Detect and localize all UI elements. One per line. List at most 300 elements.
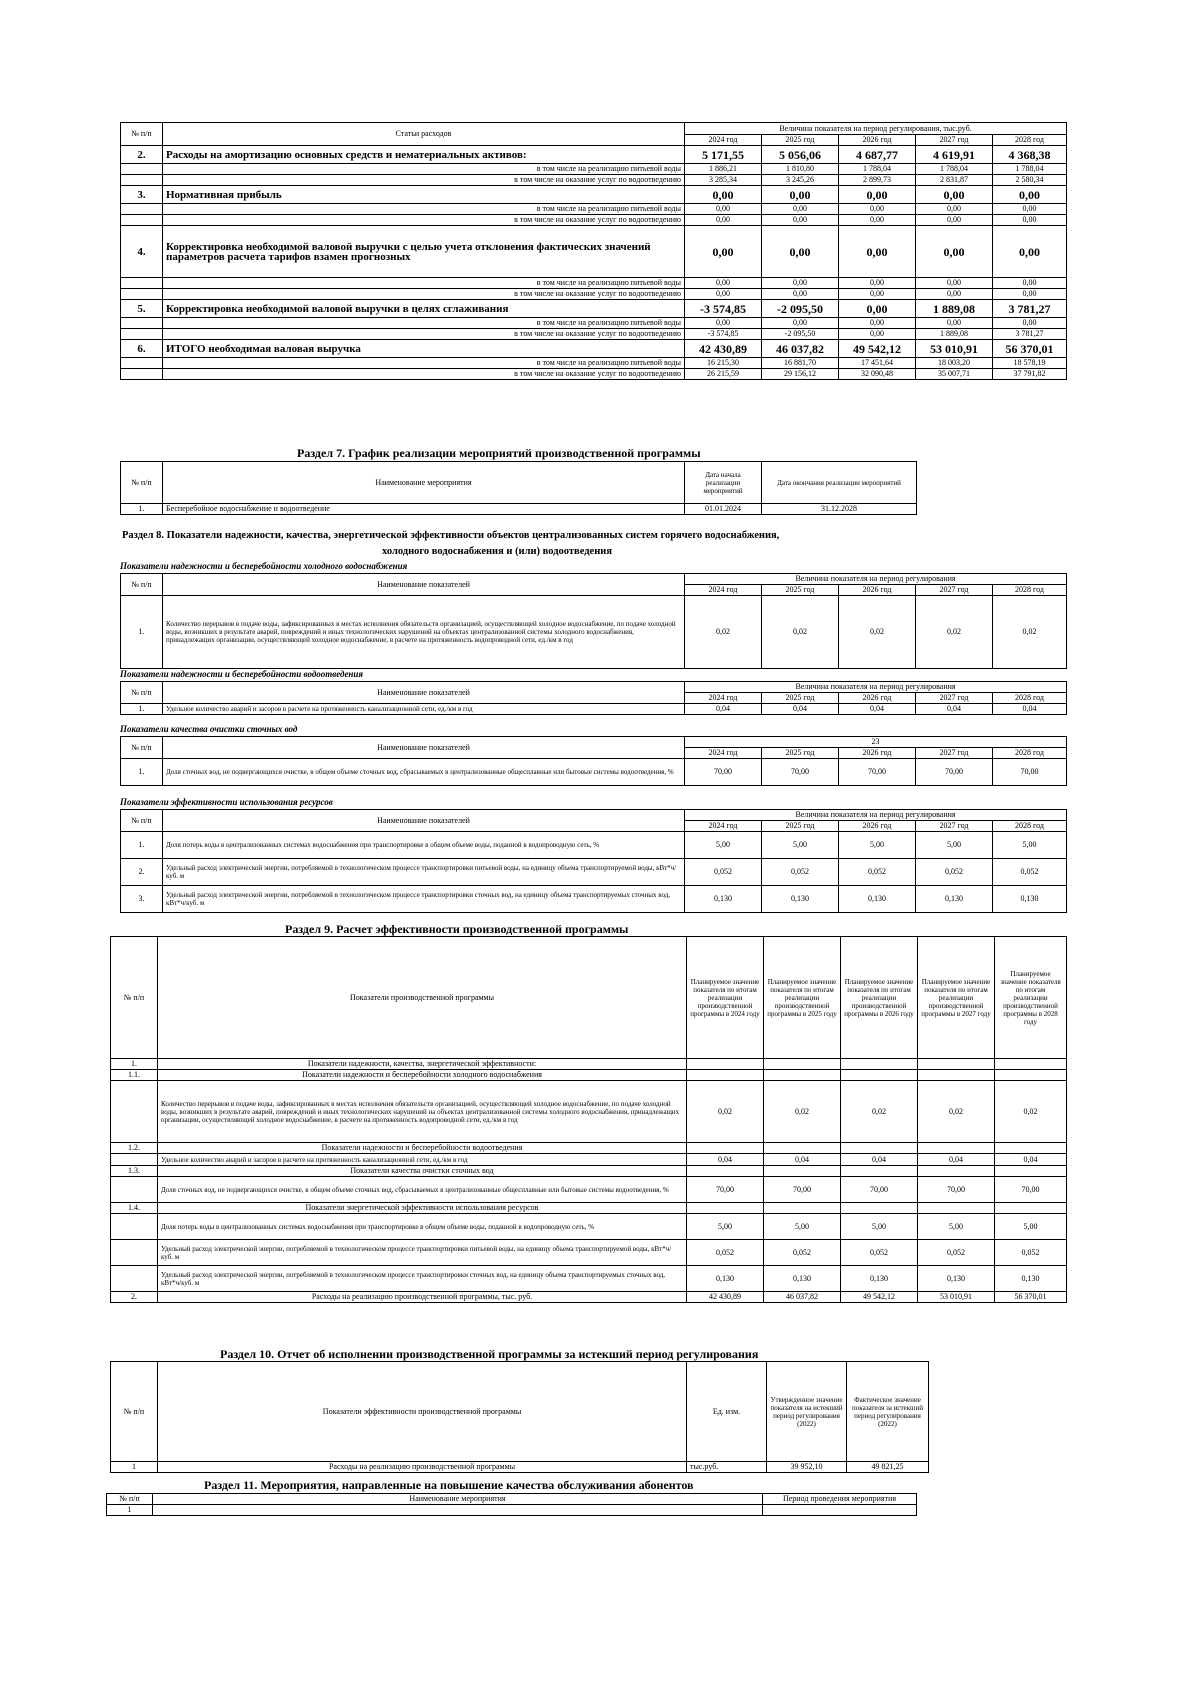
year-header: 2028 год (993, 821, 1067, 832)
expense-value: 29 156,12 (762, 369, 839, 380)
indicator-value (687, 1059, 764, 1070)
expense-value: 1 810,80 (762, 164, 839, 175)
expense-value: 0,00 (839, 300, 916, 318)
year-header: 2024 год (685, 693, 762, 704)
expense-value: 0,00 (916, 226, 993, 278)
subsection-title: Показатели надежности и бесперебойности холодного водоснабжения (120, 561, 408, 571)
expense-value: 0,00 (762, 278, 839, 289)
expense-subrow (121, 289, 1067, 300)
indicator-value: 0,02 (916, 596, 993, 669)
header-no: № п/п (121, 810, 163, 832)
expense-value: 0,00 (993, 215, 1067, 226)
expense-value: 37 791,82 (993, 369, 1067, 380)
header-name: Наименование показателей (163, 682, 685, 704)
indicator-value (841, 1143, 918, 1154)
indicator-value: 0,02 (918, 1081, 995, 1143)
expense-subrow (121, 278, 1067, 289)
expense-value: 0,00 (762, 226, 839, 278)
row-no (121, 204, 163, 215)
header-value: Величина показателя на период регулирования (685, 682, 1067, 693)
indicator-value: 0,130 (762, 886, 839, 913)
expense-label: в том числе на оказание услуг по водоотведению (163, 329, 685, 340)
year-header: 2025 год (762, 135, 839, 146)
indicator-value: 5,00 (762, 832, 839, 859)
expense-value: 0,00 (762, 318, 839, 329)
expense-value: 0,00 (839, 215, 916, 226)
expense-value: 3 245,26 (762, 175, 839, 186)
indicator-value: 0,04 (839, 704, 916, 715)
resource-efficiency-table (120, 809, 1067, 913)
expense-value: 1 886,21 (685, 164, 762, 175)
indicator-value: 5,00 (916, 832, 993, 859)
indicator-value (841, 1203, 918, 1214)
row-no (111, 1214, 158, 1240)
efficiency-row (111, 1292, 1067, 1303)
header-name: Наименование мероприятия (163, 462, 685, 504)
expense-subrow (121, 318, 1067, 329)
expense-value: 0,00 (916, 289, 993, 300)
indicator-value (918, 1070, 995, 1081)
section10-title: Раздел 10. Отчет об исполнении производственной программы за истекший период регулирования (220, 1347, 759, 1361)
header-no: № п/п (107, 1494, 153, 1505)
header-plan: Планируемое значение показателя по итогам реализации производственной программы в 2025 году (764, 937, 841, 1059)
expense-value: 0,00 (916, 278, 993, 289)
indicator-value: 0,052 (995, 1240, 1067, 1266)
indicator-value: 0,02 (995, 1081, 1067, 1143)
row-no (121, 289, 163, 300)
row-no: 1. (111, 1059, 158, 1070)
year-header: 2028 год (993, 748, 1067, 759)
expense-value: 0,00 (685, 226, 762, 278)
efficiency-row (111, 1081, 1067, 1143)
indicator-value (841, 1166, 918, 1177)
indicator-value (764, 1166, 841, 1177)
header-name: Наименование показателей (163, 737, 685, 759)
indicator-value: 5,00 (764, 1214, 841, 1240)
year-header: 2025 год (762, 748, 839, 759)
indicator-value: 5,00 (841, 1214, 918, 1240)
year-header: 2026 год (839, 135, 916, 146)
indicator-value: 70,00 (685, 759, 762, 786)
efficiency-row (111, 1266, 1067, 1292)
row-no (121, 369, 163, 380)
year-header: 2027 год (916, 821, 993, 832)
indicator-text: Показатели надежности, качества, энергетической эффективности: (158, 1059, 687, 1070)
row-no: 3. (121, 886, 163, 913)
expense-label: в том числе на оказание услуг по водоотведению (163, 289, 685, 300)
year-header: 2027 год (916, 748, 993, 759)
indicator-value: 49 542,12 (841, 1292, 918, 1303)
expense-value: 0,00 (839, 318, 916, 329)
expense-row (121, 186, 1067, 204)
year-header: 2027 год (916, 693, 993, 704)
expense-value: 4 619,91 (916, 146, 993, 164)
measure-name: Бесперебойное водоснабжение и водоотведение (163, 504, 685, 515)
indicator-text: Показатели энергетической эффективности использования ресурсов (158, 1203, 687, 1214)
indicator-value: 70,00 (762, 759, 839, 786)
row-no: 4. (121, 226, 163, 278)
efficiency-group-row (111, 1166, 1067, 1177)
indicator-value: 0,052 (764, 1240, 841, 1266)
indicator-value: 0,04 (916, 704, 993, 715)
indicator-value: 70,00 (995, 1177, 1067, 1203)
expense-value: 0,00 (685, 186, 762, 204)
indicator-value: 0,130 (995, 1266, 1067, 1292)
expense-subrow (121, 175, 1067, 186)
row-no (111, 1154, 158, 1166)
expense-row (121, 226, 1067, 278)
row-no: 5. (121, 300, 163, 318)
expense-value: 0,00 (916, 318, 993, 329)
indicator-value (918, 1143, 995, 1154)
indicator-value: 0,130 (841, 1266, 918, 1292)
indicator-value (687, 1143, 764, 1154)
indicator-value: 70,00 (764, 1177, 841, 1203)
expense-value: 1 788,04 (916, 164, 993, 175)
header-name: Показатели производственной программы (158, 937, 687, 1059)
year-header: 2028 год (993, 693, 1067, 704)
indicator-value: 0,04 (762, 704, 839, 715)
row-no (111, 1177, 158, 1203)
efficiency-group-row (111, 1070, 1067, 1081)
indicator-text: Доля потерь воды в централизованных системах водоснабжения при транспортировке в общем объеме воды, поданной в водопроводную сеть, % (158, 1214, 687, 1240)
year-header: 2026 год (839, 585, 916, 596)
expense-value: 0,00 (993, 226, 1067, 278)
header-no: № п/п (111, 937, 158, 1059)
expense-value: 5 056,06 (762, 146, 839, 164)
expense-value: 0,00 (762, 215, 839, 226)
header-name: Показатели эффективности производственной программы (158, 1362, 687, 1462)
row-no: 1.1. (111, 1070, 158, 1081)
expense-value: 0,00 (685, 318, 762, 329)
indicator-value (764, 1143, 841, 1154)
indicator-value: 70,00 (916, 759, 993, 786)
expense-value: 32 090,48 (839, 369, 916, 380)
indicator-value: 0,02 (841, 1081, 918, 1143)
expense-value: 0,00 (839, 278, 916, 289)
indicator-value: 5,00 (995, 1214, 1067, 1240)
indicator-value: 0,02 (764, 1081, 841, 1143)
expense-value: -3 574,85 (685, 300, 762, 318)
section9-title: Раздел 9. Расчет эффективности производственной программы (285, 922, 629, 936)
expense-label: в том числе на оказание услуг по водоотведению (163, 215, 685, 226)
header-name: Наименование показателей (163, 810, 685, 832)
subsection-title: Показатели надежности и бесперебойности водоотведения (120, 669, 364, 679)
efficiency-row (111, 1177, 1067, 1203)
indicator-text: Удельный расход электрической энергии, потребляемой в технологическом процессе транспортировки сточных вод, на единицу объема транспортируемых сточных вод, кВт*ч/куб. м (163, 886, 685, 913)
year-header: 2028 год (993, 585, 1067, 596)
row-no: 2. (121, 859, 163, 886)
header-no: № п/п (111, 1362, 158, 1462)
expense-value: 0,00 (916, 215, 993, 226)
expense-label: в том числе на реализацию питьевой воды (163, 164, 685, 175)
year-header: 2026 год (839, 693, 916, 704)
expense-value: -2 095,50 (762, 329, 839, 340)
expense-value: 16 215,30 (685, 358, 762, 369)
indicator-value: 0,04 (918, 1154, 995, 1166)
efficiency-group-row (111, 1059, 1067, 1070)
indicator-value: 0,052 (916, 859, 993, 886)
header-name: Наименование мероприятия (153, 1494, 763, 1505)
header-no: № п/п (121, 462, 163, 504)
indicator-value: 0,052 (918, 1240, 995, 1266)
expense-value: 2 831,87 (916, 175, 993, 186)
indicator-value (687, 1203, 764, 1214)
expense-value: 0,00 (839, 226, 916, 278)
row-no (111, 1081, 158, 1143)
expense-subrow (121, 164, 1067, 175)
row-no: 1.3. (111, 1166, 158, 1177)
expense-value: 1 889,08 (916, 300, 993, 318)
indicator-text: Количество перерывов в подаче воды, зафиксированных в местах исполнения обязательств организацией, осуществляющей холодное водоснабжение, по подаче холодной воды, возникших в результате аварий, повреждений и иных технологических нарушений на объектах централизованной системы холодного водоснабжения, принадлежащих организации, осуществляющей холодное водоснабжение, в расчете на протяженность водопроводной сети, ед./км в год (163, 596, 685, 669)
expense-value: 0,00 (762, 289, 839, 300)
expense-value: 3 781,27 (993, 329, 1067, 340)
reliability-sewer-table (120, 681, 1067, 715)
expense-subrow (121, 358, 1067, 369)
indicator-value (764, 1070, 841, 1081)
year-header: 2026 год (839, 821, 916, 832)
measure-period (763, 1505, 917, 1516)
indicator-text: Расходы на реализацию производственной программы, тыс. руб. (158, 1292, 687, 1303)
indicator-value: 0,04 (995, 1154, 1067, 1166)
start-date: 01.01.2024 (685, 504, 762, 515)
row-no (121, 329, 163, 340)
expense-value: 2 899,73 (839, 175, 916, 186)
expense-value: 0,00 (993, 278, 1067, 289)
indicator-value: 5,00 (839, 832, 916, 859)
expense-value: 0,00 (685, 278, 762, 289)
expense-value: 0,00 (839, 329, 916, 340)
subsection-title: Показатели эффективности использования ресурсов (120, 797, 333, 807)
indicator-text: Доля потерь воды в централизованных системах водоснабжения при транспортировке в общем объеме воды, поданной в водопроводную сеть, % (163, 832, 685, 859)
expense-label: в том числе на реализацию питьевой воды (163, 358, 685, 369)
expense-value: 35 007,71 (916, 369, 993, 380)
row-no (121, 318, 163, 329)
row-no: 1. (121, 832, 163, 859)
expense-subrow (121, 204, 1067, 215)
header-plan: Планируемое значение показателя по итогам реализации производственной программы в 2026 году (841, 937, 918, 1059)
indicator-value (995, 1059, 1067, 1070)
indicator-value: 0,130 (993, 886, 1067, 913)
indicator-text: Удельный расход электрической энергии, потребляемой в технологическом процессе транспортировки сточных вод, на единицу объема транспортируемых сточных вод, кВт*ч/куб. м (158, 1266, 687, 1292)
header-no: № п/п (121, 682, 163, 704)
expense-value: 0,00 (762, 204, 839, 215)
indicator-value (995, 1143, 1067, 1154)
row-no: 1. (121, 759, 163, 786)
indicator-value: 0,130 (839, 886, 916, 913)
row-no (121, 358, 163, 369)
expense-value: 0,00 (839, 186, 916, 204)
row-no: 1.2. (111, 1143, 158, 1154)
expense-row (121, 146, 1067, 164)
indicator-value (764, 1203, 841, 1214)
expense-label: в том числе на реализацию питьевой воды (163, 318, 685, 329)
header-no: № п/п (121, 574, 163, 596)
indicator-value: 0,052 (841, 1240, 918, 1266)
expense-row (121, 300, 1067, 318)
expense-value: 0,00 (762, 186, 839, 204)
year-header: 2027 год (916, 135, 993, 146)
approved-value: 39 952,10 (767, 1462, 847, 1473)
expense-value: 0,00 (839, 289, 916, 300)
indicator-text: Доля сточных вод, не подвергающихся очистке, в общем объеме сточных вод, сбрасываемых в централизованные общесплавные или бытовые системы водоотведения, % (158, 1177, 687, 1203)
indicator-text: Количество перерывов в подаче воды, зафиксированных в местах исполнения обязательств организацией, осуществляющей холодное водоснабжение, по подаче холодной воды, возникших в результате аварий, повреждений и иных технологических нарушений на объектах централизованной системы холодного водоснабжения, принадлежащих организации, осуществляющей холодное водоснабжение, в расчете на протяженность водопроводной сети, ед./км в год (158, 1081, 687, 1143)
expense-value: 56 370,01 (993, 340, 1067, 358)
expense-value: 4 687,77 (839, 146, 916, 164)
row-no: 1 (111, 1462, 158, 1473)
indicator-value: 0,02 (839, 596, 916, 669)
indicator-name: Расходы на реализацию производственной программы (158, 1462, 687, 1473)
expense-value: 0,00 (685, 204, 762, 215)
header-plan: Планируемое значение показателя по итогам реализации производственной программы в 2027 году (918, 937, 995, 1059)
expense-value: 0,00 (685, 289, 762, 300)
row-no: 1.4. (111, 1203, 158, 1214)
year-header: 2024 год (685, 585, 762, 596)
indicator-value (687, 1166, 764, 1177)
year-header: 2026 год (839, 748, 916, 759)
header-value: Величина показателя на период регулирования (685, 810, 1067, 821)
indicator-value: 0,130 (918, 1266, 995, 1292)
row-no (121, 278, 163, 289)
indicator-value: 0,052 (762, 859, 839, 886)
expense-label: Корректировка необходимой валовой выручки с целью учета отклонения фактических значений параметров расчета тарифов взамен прогнозных (163, 226, 685, 278)
indicator-text: Доля сточных вод, не подвергающихся очистке, в общем объеме сточных вод, сбрасываемых в централизованные общесплавные или бытовые системы водоотведения, % (163, 759, 685, 786)
indicator-text: Показатели качества очистки сточных вод (158, 1166, 687, 1177)
row-no: 3. (121, 186, 163, 204)
section8-title-2: холодного водоснабжения и (или) водоотведения (382, 546, 612, 557)
expense-subrow (121, 215, 1067, 226)
unit: тыс.руб. (687, 1462, 767, 1473)
expense-value: 2 580,34 (993, 175, 1067, 186)
year-header: 2024 год (685, 748, 762, 759)
header-start: Дата начала реализации мероприятий (685, 462, 762, 504)
indicator-text: Удельное количество аварий и засоров в расчете на протяженность канализационной сети, ед./км в год (158, 1154, 687, 1166)
row-no (121, 175, 163, 186)
row-no: 1. (121, 504, 163, 515)
expense-value: 0,00 (916, 204, 993, 215)
expense-subrow (121, 329, 1067, 340)
section8-title: Раздел 8. Показатели надежности, качества, энергетической эффективности объектов централизованных систем горячего водоснабжения, (122, 530, 780, 541)
indicator-value: 46 037,82 (764, 1292, 841, 1303)
indicator-value: 0,04 (993, 704, 1067, 715)
year-header: 2024 год (685, 821, 762, 832)
actual-value: 49 821,25 (847, 1462, 929, 1473)
indicator-text: Показатели надежности и бесперебойности холодного водоснабжения (158, 1070, 687, 1081)
expense-value: 17 451,64 (839, 358, 916, 369)
indicator-value: 70,00 (687, 1177, 764, 1203)
expense-label: в том числе на реализацию питьевой воды (163, 278, 685, 289)
header-value: Величина показателя на период регулирования, тыс.руб. (685, 123, 1067, 135)
indicator-value: 56 370,01 (995, 1292, 1067, 1303)
expense-value: 4 368,38 (993, 146, 1067, 164)
expense-label: ИТОГО необходимая валовая выручка (163, 340, 685, 358)
expense-value: 3 781,27 (993, 300, 1067, 318)
expense-label: Нормативная прибыль (163, 186, 685, 204)
year-header: 2028 год (993, 135, 1067, 146)
expense-value: 0,00 (993, 289, 1067, 300)
expense-label: в том числе на оказание услуг по водоотведению (163, 175, 685, 186)
header-no: № п/п (121, 737, 163, 759)
expense-value: 3 285,34 (685, 175, 762, 186)
indicator-value: 0,052 (685, 859, 762, 886)
row-no (121, 215, 163, 226)
indicator-value (995, 1203, 1067, 1214)
row-no: 2. (121, 146, 163, 164)
efficiency-table (110, 936, 1067, 1303)
year-header: 2025 год (762, 585, 839, 596)
header-no: № п/п (121, 123, 163, 146)
treatment-quality-table (120, 736, 1067, 786)
expense-table (120, 122, 1067, 380)
expense-label: Расходы на амортизацию основных средств и нематериальных активов: (163, 146, 685, 164)
indicator-value: 70,00 (993, 759, 1067, 786)
efficiency-row (111, 1154, 1067, 1166)
indicator-value (918, 1166, 995, 1177)
subsection-title: Показатели качества очистки сточных вод (120, 724, 298, 734)
indicator-value: 5,00 (685, 832, 762, 859)
schedule-table (120, 461, 917, 515)
indicator-value: 0,04 (764, 1154, 841, 1166)
expense-value: 46 037,82 (762, 340, 839, 358)
expense-value: 53 010,91 (916, 340, 993, 358)
end-date: 31.12.2028 (762, 504, 917, 515)
indicator-value: 0,04 (841, 1154, 918, 1166)
efficiency-row (111, 1240, 1067, 1266)
indicator-value: 70,00 (839, 759, 916, 786)
expense-value: 18 003,20 (916, 358, 993, 369)
year-header: 2025 год (762, 821, 839, 832)
row-no: 1. (121, 596, 163, 669)
expense-value: -2 095,50 (762, 300, 839, 318)
indicator-value: 0,04 (687, 1154, 764, 1166)
indicator-text: Удельный расход электрической энергии, потребляемой в технологическом процессе транспортировки питьевой воды, на единицу объема транспортируемой воды, кВт*ч/куб. м (163, 859, 685, 886)
header-value: 23 (685, 737, 1067, 748)
expense-subrow (121, 369, 1067, 380)
indicator-text: Удельный расход электрической энергии, потребляемой в технологическом процессе транспортировки питьевой воды, на единицу объема транспортируемой воды, кВт*ч/куб. м (158, 1240, 687, 1266)
indicator-value: 0,04 (685, 704, 762, 715)
reliability-water-table (120, 573, 1067, 669)
indicator-value (841, 1059, 918, 1070)
row-no (111, 1240, 158, 1266)
indicator-value: 5,00 (687, 1214, 764, 1240)
indicator-value (995, 1166, 1067, 1177)
indicator-value: 0,02 (685, 596, 762, 669)
indicator-value (995, 1070, 1067, 1081)
efficiency-group-row (111, 1203, 1067, 1214)
expense-value: 5 171,55 (685, 146, 762, 164)
header-plan: Планируемое значение показателя по итогам реализации производственной программы в 2024 году (687, 937, 764, 1059)
row-no (111, 1266, 158, 1292)
row-no (121, 164, 163, 175)
expense-label: в том числе на реализацию питьевой воды (163, 204, 685, 215)
indicator-value (764, 1059, 841, 1070)
expense-row (121, 340, 1067, 358)
indicator-text: Удельное количество аварий и засоров в расчете на протяженность канализационной сети, ед./км в год (163, 704, 685, 715)
section7-title: Раздел 7. График реализации мероприятий производственной программы (297, 446, 701, 460)
indicator-value (687, 1070, 764, 1081)
indicator-text: Показатели надежности и бесперебойности водоотведения (158, 1143, 687, 1154)
measure-name (153, 1505, 763, 1516)
report-table (110, 1361, 929, 1473)
row-no: 1 (107, 1505, 153, 1516)
expense-value: 26 215,59 (685, 369, 762, 380)
indicator-value: 0,02 (762, 596, 839, 669)
expense-value: 0,00 (839, 204, 916, 215)
header-period: Период проведения мероприятия (763, 1494, 917, 1505)
header-items: Статьи расходов (163, 123, 685, 146)
expense-value: 1 788,04 (993, 164, 1067, 175)
expense-value: 0,00 (993, 186, 1067, 204)
